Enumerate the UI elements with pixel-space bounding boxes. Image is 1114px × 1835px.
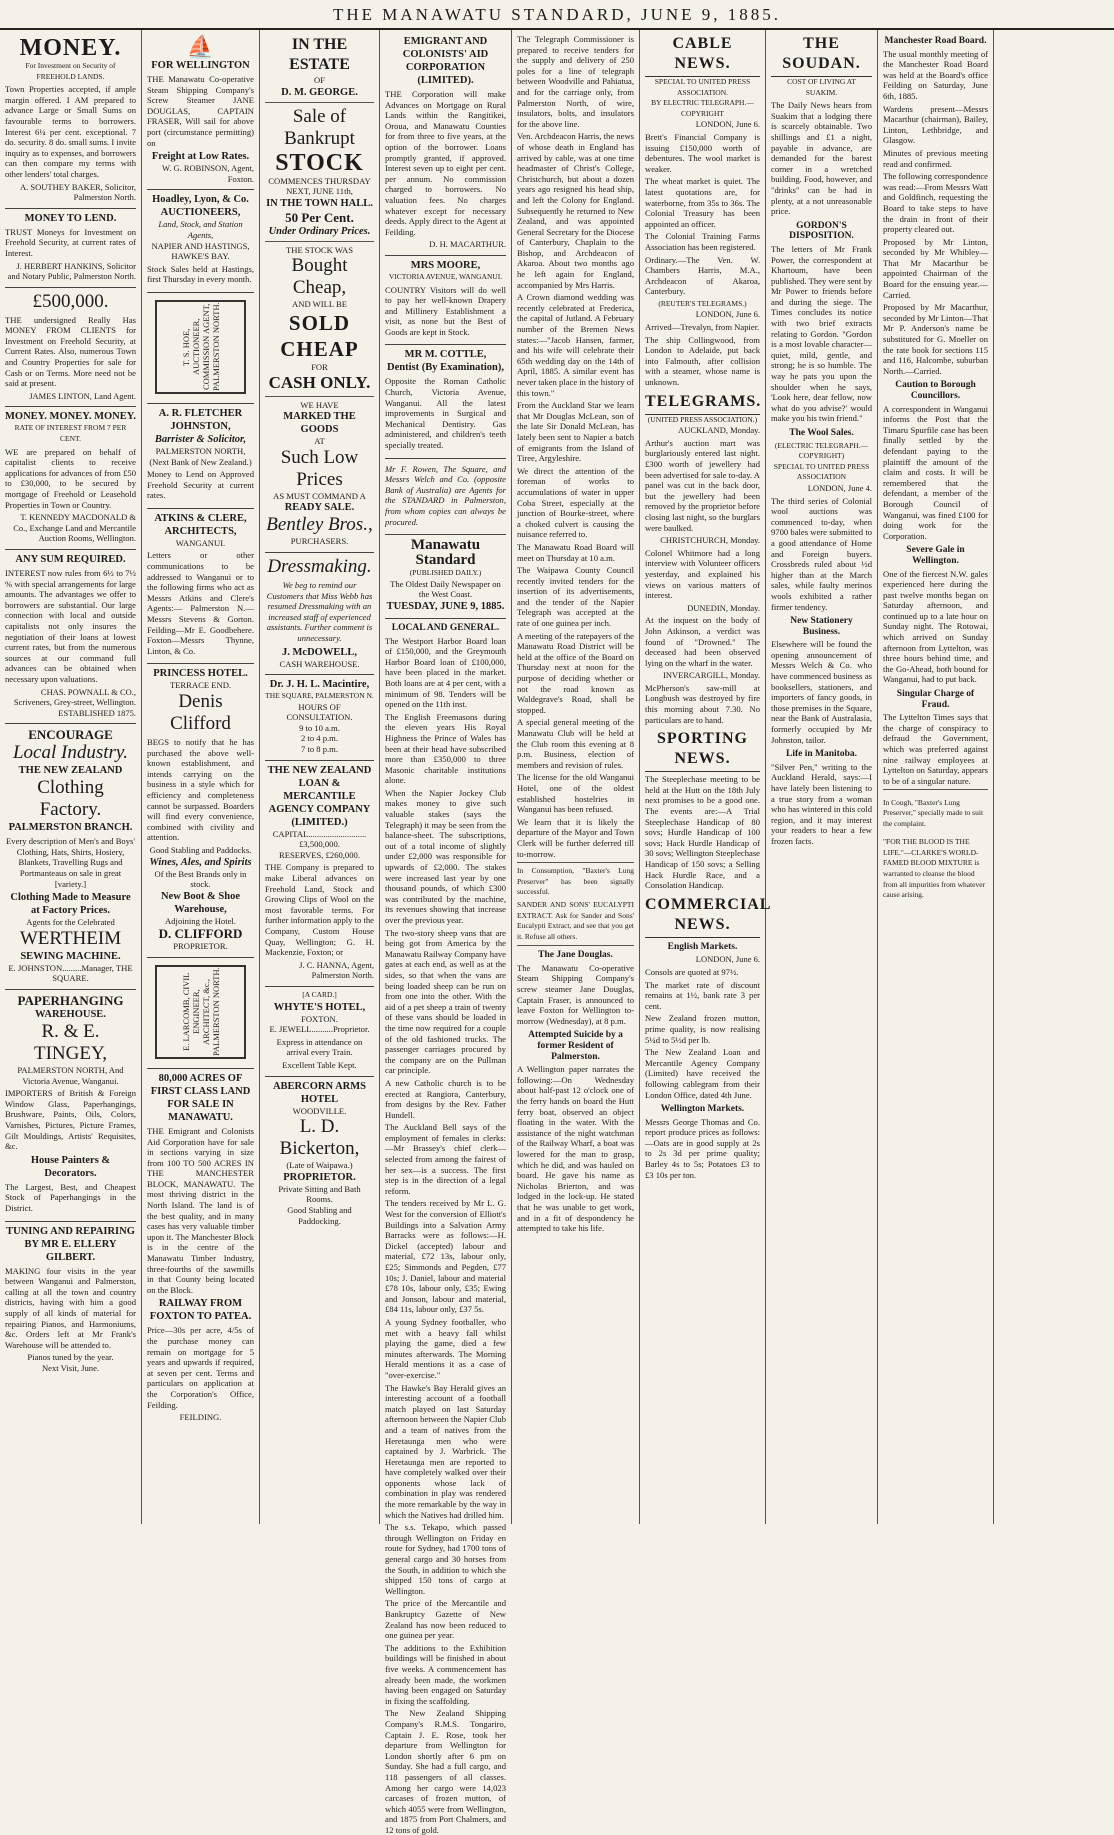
tl-6: The Manawatu Road Board will meet on Thursday at 10 a.m.	[517, 541, 634, 563]
ag-1: Mr F. Rowen, The Square, and Messrs Welch and Co. (opposite Bank of Australia) are Agents for the STANDARD in Palmerston, from whom copies can always be procured.	[385, 463, 506, 527]
ad-hoe-card	[147, 293, 254, 404]
lend-sig: J. HERBERT HANKINS, Solicitor and Notary Public, Palmerston North.	[7, 260, 136, 282]
jd-1: The Jane Douglas.	[538, 950, 613, 961]
at-1: ATKINS & CLERE,	[154, 512, 247, 524]
hoe-card-text: T. S. HOE, AUCTIONEER, COMMISSION AGENT, PALMERSTON NORTH.	[180, 302, 221, 392]
article-stationery	[771, 616, 872, 745]
hl-3: Land, Stock, and Station Agents,	[158, 219, 243, 240]
cb-12: The ship Collingwood, from London to Adelaide, put back into Falmouth, after collision with a steamer, whose name is unknown.	[645, 334, 760, 388]
ad-mrs-moore	[385, 256, 506, 346]
cb-6: The wheat market is quiet. The latest quotations are, for waterborne, from 35s to 36s. The Colonial Treasury has been appointed an officer.	[645, 176, 760, 229]
any-title: ANY SUM REQUIRED.	[15, 553, 126, 565]
tl-7: The Waipawa County Council recently invited tenders for the insertion of its advertisements, and the tender of the Napier Telegraph was accepted at the rate of one guinea per inch.	[517, 565, 634, 629]
hl-2: AUCTIONEERS,	[160, 207, 241, 219]
jd-2: The Manawatu Co-operative Steam Shipping Company's screw steamer Jane Douglas, Captain Fraser, is announced to leave Foxton for Wellington to-morrow (Wednesday), at 8 p.m.	[517, 962, 634, 1026]
bk-17: AS MUST COMMAND A	[273, 490, 366, 501]
mc-1: Dr. J. H. L. Macintire,	[269, 679, 370, 691]
mr-7: Proposed by Mr Macarthur, seconded by Mr Linton—That Mr P. Anderson's name be substituted for G. Moeller on the rate book for sections 115 and 116, Halcombe, suburban North.—Carried.	[883, 302, 988, 376]
article-telegrams	[645, 390, 760, 726]
wl-2: (ELECTRIC TELEGRAPH.—COPYRIGHT)	[774, 440, 869, 461]
card-label: [A CARD.]	[302, 989, 337, 999]
ad-cottle	[385, 345, 506, 458]
ad-abercorn	[265, 1077, 374, 1232]
masthead	[0, 0, 1114, 30]
bk-13: WE HAVE	[300, 399, 339, 410]
standard-header	[385, 535, 506, 619]
cb-5: Brett's Financial Company is issuing £150,000 worth of debentures. The wool market is weaker.	[645, 131, 760, 174]
cm-1: COMMERCIAL NEWS.	[645, 893, 760, 938]
lg-11: The s.s. Tekapo, which passed through Wellington on Friday en route for Sydney, had 1700 tons of general cargo and 30 horses from the South, in addition to which she shipped 150 tons of cargo at Wellington.	[385, 1522, 506, 1596]
money-sub: For Investment on Security of FREEHOLD LANDS.	[25, 61, 116, 81]
wh-3: E. JEWELL..........Proprietor.	[269, 1024, 370, 1035]
article-commercial	[645, 893, 772, 1180]
ship-sig: W. G. ROBINSON, Agent, Foxton.	[161, 163, 254, 184]
divider	[883, 789, 988, 790]
bk-14: MARKED THE GOODS	[283, 411, 356, 436]
column-2	[142, 30, 260, 1524]
ph-9: Adjoining the Hotel.	[165, 915, 236, 926]
tg-6: Colonel Whitmore had a long interview with Volunteer officers yesterday, and explained his views on various matters of interest.	[645, 547, 760, 601]
mc-3: HOURS OF CONSULTATION.	[286, 701, 353, 723]
ph-11: PROPRIETOR.	[173, 941, 228, 952]
co-1: MR M. COTTLE,	[404, 349, 487, 361]
divider	[517, 945, 634, 946]
enc-2: Local Industry.	[12, 742, 129, 764]
lg-13: The additions to the Exhibition buildings will be finished in about five weeks. A commencement has already been made, the workmen having been engaged on Saturday in fixing the scaffolding.	[385, 1642, 506, 1706]
lg-4: When the Napier Jockey Club makes money to give such valuable stakes (says the Telegraph) it may be seen from the balance-sheet. The subscriptions, out of a total income of slightly under £2,000 was responsible for upwards of £2,000. The stakes were increased last year by one thousand pounds, of which £300 was contributed by the machine, its revenues showing that increase over the previous year.	[385, 787, 506, 925]
tg-4: Arthur's auction mart was burglariously entered last night. £300 worth of jewellery had been advertised for sale to-day. A panel was cut in the back door, but the jewellery had been removed by the proprietor before closing last night, so the burglars were baulked.	[645, 437, 760, 533]
tl-3: A Crown diamond wedding was recently celebrated at Frederica, the capital of Jutland. A February number of the Bremen News states:—"Jacob Hansen, farmer, and his wife will celebrate their 65th wedding day on the 14th of April, 1885. A similar event has never taken place in the history of this town."	[517, 292, 634, 398]
wh-1: WHYTE'S HOTEL,	[273, 1001, 366, 1013]
land-3: RAILWAY FROM FOXTON TO PATEA.	[149, 1298, 252, 1323]
enc-1: ENCOURAGE	[28, 727, 113, 743]
mc-4: 9 to 10 a.m.	[299, 722, 340, 733]
at-4: Letters or other communications to be addressed to Wanganui or to the following firms who act as Messrs Atkins and Clere's Agents:— Palmerston N.—Messrs Stevens & Gorton. Feilding—Mr E. Goodbehere. Foxton—Messrs Thynne, Linton, & Co.	[147, 550, 254, 656]
mm-sig: T. KENNEDY MACDONALD & Co., Exchange Land and Mercantile Auction Rooms, Wellington.	[13, 512, 136, 544]
bk-6: Under Ordinary Prices.	[268, 225, 371, 237]
tg-5: CHRISTCHURCH, Monday.	[660, 535, 760, 546]
hl-1: Hoadley, Lyon, & Co.	[152, 194, 249, 206]
em-1: EMIGRANT AND COLONISTS' AID CORPORATION (LIMITED).	[402, 36, 489, 86]
enc-3: THE NEW ZEALAND	[18, 765, 123, 777]
mo-3: COUNTRY Visitors will do well to pay her well-known Drapery and Millinery Establishment a visit, as none but the Best of Goods are kept in Stock.	[385, 284, 506, 337]
em-2: THE Corporation will make Advances on Mortgage on Rural Lands within the Rangitikei, Oroua, and Manawatu Counties for from three to five years, at the option of the borrower. Loans promptly granted, if approved. Interest seven up to eight per cent. per annum. No commission charged to borrowers. No valuation fees. No charges whatever except for necessary deeds. Apply direct to the Agent at Feilding.	[385, 89, 506, 237]
article-gale	[883, 545, 988, 685]
mm-rate: RATE OF INTEREST FROM 7 PER CENT.	[14, 423, 127, 444]
ship-freight: Freight at Low Rates.	[151, 151, 250, 163]
as-2: A Wellington paper narrates the following:—On Wednesday about half-past 12 o'clock one of the ferry hands on board the Hutt ferry boat, observed an object floating in the water. With the assistance of the night watchman of the Railway Wharf, a boat was lowered for the man to grasp, which he did, and was hauled on board. He gave his name as Nicholas Brierton, and was lodged in the lock-up. He stated that he was unable to get work, and in a fit of despondency he attempted to take his life.	[517, 1064, 634, 1234]
mr-1: Manchester Road Board.	[884, 36, 987, 46]
ad-atkins	[147, 509, 254, 665]
ad-linton	[5, 288, 136, 408]
bk-20: PURCHASERS.	[290, 536, 349, 547]
ab-2: WOODVILLE.	[292, 1105, 347, 1116]
bk-8: Bought Cheap,	[291, 255, 348, 299]
tg-1: TELEGRAMS.	[645, 390, 760, 415]
mr-5: The following correspondence was read:—From Messrs Watt and Goldfinch, requesting the Board to take steps to have the drain in front of their property cleared out.	[883, 171, 988, 235]
wl-1: The Wool Sales.	[789, 428, 854, 438]
tg-10: McPherson's saw-mill at Longbush was destroyed by fire this morning about 7.30. No particulars are to hand.	[645, 682, 760, 725]
column-4	[380, 30, 512, 1835]
bk-16: Such Low Prices	[280, 446, 359, 490]
ab-4: (Late of Waipawa.)	[286, 1160, 353, 1171]
ph-4: BEGS to notify that he has purchased the above well-known establishment, and intends carrying on the business in a style which for efficiency and completeness cannot be surpassed. Boarders will find every convenience, combined with civility and attention.	[147, 737, 254, 843]
tun-1: TUNING AND REPAIRING	[6, 1225, 135, 1237]
tl-10: The license for the old Wanganui Hotel, one of the oldest established hostelries in Wanganui has been refused.	[517, 772, 634, 815]
money-title: MONEY.	[19, 35, 122, 61]
tg-3: AUCKLAND, Monday.	[678, 425, 760, 436]
mc-2: THE SQUARE, PALMERSTON N.	[265, 691, 374, 701]
column-6	[640, 30, 772, 1524]
cm-3: LONDON, June 6.	[695, 954, 760, 965]
hl-5: Stock Sales held at Hastings, first Thursday in every month.	[147, 263, 254, 285]
lg-3: The English Freemasons during the eleven years His Royal Highness the Prince of Wales has been at their head have subscribed more than £350,000 to three Masonic charitable institutions alone.	[385, 711, 506, 786]
ad-tingey	[5, 990, 136, 1222]
enc-9: WERTHEIM	[19, 927, 122, 949]
ab-3: L. D. Bickerton,	[279, 1116, 360, 1160]
enc-8: Agents for the Celebrated	[26, 917, 115, 928]
lg-8: The tenders received by Mr L. G. West for the conversion of Elliott's Buildings into a Salvation Army Barracks were as follows:—H. Dickel (accepted) labour and material, £72 13s, labour only, £25; Simmonds and Pegden, £77 10s; J. Daniel, labour and material £78 10s, labour only, £35; Ewing and Jonson, labour and material, £84 11s, labour only, £37 5s.	[385, 1198, 506, 1315]
as-1: Attempted Suicide by a former Resident of Palmerston.	[528, 1030, 623, 1062]
nz-4: THE Company is prepared to make Liberal advances on Freehold Land, Stock and Growing Clips of Wool on the most favorable terms. For further information apply to the Company, Custom House Quay, Wellington; G. H. Mackenzie, Foxton; or	[265, 862, 374, 958]
cb-11: Arrived—Trevalyn, from Napier.	[645, 322, 760, 333]
tl-11: We learn that it is likely the departure of the Mayor and Town Clerk will be further deferred till to-morrow.	[517, 816, 634, 859]
ad-line-1: In Consumption, "Baxter's Lung Preserver" has been signally successful.	[517, 866, 634, 897]
bk-12: CASH ONLY.	[268, 372, 371, 392]
mo-1: MRS MOORE,	[410, 259, 481, 271]
ad-land-sale	[147, 1069, 254, 1428]
lg-7: The Auckland Bell says of the employment of females in clerks:—Mr Brassey's chief clerk—selected from among the fairest of her sex—is a success. The first step is in the direction of a legal reform.	[385, 1122, 506, 1196]
cb-7: The Colonial Training Farms Association has been registered.	[645, 231, 760, 252]
tl-9: A special general meeting of the Manawatu Club will be held at the Club room this evening at 8 p.m. Business, election of members and revision of rules.	[517, 717, 634, 770]
bk-7: THE STOCK WAS	[285, 244, 353, 255]
ns-1: New Stationery Business.	[790, 616, 853, 637]
linton-sig: JAMES LINTON, Land Agent.	[29, 390, 136, 401]
ph-3: Denis Clifford	[170, 691, 231, 734]
mc-6: 7 to 8 p.m.	[300, 744, 338, 755]
fl-1: A. R. FLETCHER JOHNSTON,	[158, 407, 243, 432]
ns-2: Elsewhere will be found the opening announcement of Messrs Welch & Co. who have commenced business as booksellers, stationers, and importers of fancy goods, in those premises in the Square, near the Bank of Australasia, formerly occupied by Mr Johnston, tailor.	[771, 639, 872, 745]
ad-tuning	[5, 1222, 136, 1379]
dr-2: We beg to remind our Customers that Miss Webb has resumed Dressmaking with an increased staff of experienced assistants. Further comment is unnecessary.	[266, 579, 373, 643]
tun-2: BY MR E. ELLERY GILBERT.	[24, 1238, 117, 1263]
cb-10: LONDON, June 6.	[695, 309, 760, 320]
money-text: Town Properties accepted, if ample margin offered. I AM prepared to advance Large or Small Sums on favourable terms to borrowers. Interest 6¼ per cent. exceptional. 7 do. security. 8 do. small sums. I invite inquiry as to expenses, and borrowers can then compare my terms with other lenders' total charges.	[5, 84, 136, 179]
bk-3: COMMENCES THURSDAY NEXT, JUNE 11th,	[268, 175, 371, 197]
enc-5: PALMERSTON BRANCH.	[8, 822, 133, 834]
hl-4: NAPIER AND HASTINGS, HAWKE'S BAY.	[151, 240, 250, 262]
lg-12: The price of the Mercantile and Bankruptcy Gazette of New Zealand has now been reduced to one guinea per year.	[385, 1598, 506, 1641]
ad-fletcher	[147, 404, 254, 509]
article-manitoba	[771, 749, 872, 846]
land-4: Price—30s per acre, 4/5s of the purchase money can remain on mortgage for 5 years and upwards if required, at seven per cent. Terms and particulars on application at the Corporation's Office, Feilding.	[147, 1325, 254, 1410]
nz-1: THE NEW ZEALAND LOAN & MERCANTILE AGENCY COMPANY (LIMITED.)	[267, 764, 372, 828]
est-1: IN THE ESTATE	[289, 36, 350, 73]
amount-title: £500,000.	[32, 290, 109, 312]
lg-5: The two-story sheep vans that are being got from America by the Manawatu Railway Company have gates at each end, as well as at the sides, so that when the vans are being loaded sheep can be run on from one into the other. With the aid of a pet sheep a train of twenty of these vans should be loaded in the time now required for a couple of the old fashioned trucks. The passenger carriages procured by the company are on the Pullman car principle.	[385, 927, 506, 1076]
cm-4: Consols are quoted at 97½.	[645, 966, 739, 977]
cm-2: English Markets.	[667, 941, 738, 952]
pap-2: WAREHOUSE.	[35, 1009, 106, 1021]
ad-agents	[385, 459, 506, 536]
sc-1: Singular Charge of Fraud.	[896, 689, 975, 710]
fl-3: PALMERSTON NORTH, (Next Bank of New Zealand.)	[149, 445, 252, 467]
any-text: INTEREST now rules from 6½ to 7½ % with special arrangements for large amounts. The advantages we offer to borrowers are substantial. Our large connection with local and outside capitalists not only insures the negotiation of their loans at lowest current rates, but from the numerous sources at our command full advances can be obtained when necessary upon valuations.	[5, 567, 136, 684]
column-3	[260, 30, 380, 1524]
lg-9: A young Sydney footballer, who met with a heavy fall whilst playing the game, died a few minutes afterwards. The Morning Herald mentions it as a case of "over-exercise."	[385, 1316, 506, 1380]
enc-4: Clothing Factory.	[37, 777, 104, 821]
bk-18: READY SALE.	[284, 502, 355, 514]
tl-5: We direct the attention of the foreman of works to accumulations of water in upper Coba Street, especially at the junction of Bourke-street, where a choked culvert is causing the nuisance referred to.	[517, 465, 634, 540]
em-3: D. H. MACARTHUR.	[429, 239, 506, 250]
nz-2: CAPITAL...........................£3,500,000.	[272, 828, 367, 850]
divider	[517, 862, 634, 863]
bk-4: IN THE TOWN HALL.	[266, 197, 373, 209]
st-4: TUESDAY, JUNE 9, 1885.	[386, 600, 505, 612]
sd-1: THE SOUDAN.	[771, 32, 872, 77]
larcomb-card-text: E. LARCOMB, CIVIL ENGINEER, ARCHITECT, &c., PALMERSTON NORTH.	[180, 967, 221, 1057]
ad-macintire	[265, 675, 374, 761]
tun-4: Pianos tuned by the year.	[27, 1352, 114, 1363]
ad-money-to-lend	[5, 209, 136, 288]
ab-6: Private Sitting and Bath Rooms.	[278, 1183, 361, 1205]
bk-1: Sale of Bankrupt	[284, 105, 355, 149]
ad-clothing-factory	[5, 724, 136, 990]
column-5	[512, 30, 640, 1524]
ad-nz-loan	[265, 761, 374, 987]
gd-2: The letters of Mr Frank Power, the correspondent at Khartoum, have been published. They were sent by Mr Power to friends before and during the siege. The Times concludes its notice with two brief extracts relating to Gordon. "Gordon is a most lovable character—quiet, mild, gentle, and strong; he is so humble. The way he pats you upon the shoulder when he says, 'Look here, dear fellow, now what do you advise?' would make you his twin friend."	[771, 243, 872, 424]
dr-4: CASH WAREHOUSE.	[279, 658, 360, 669]
wm-1: Wellington Markets.	[660, 1104, 745, 1115]
article-local-continued	[517, 34, 634, 1234]
cm-5: The market rate of discount remains at 1½, bank rate 3 per cent.	[645, 979, 760, 1011]
ad-whytes-hotel	[265, 987, 374, 1077]
bk-10: SOLD CHEAP	[280, 310, 359, 361]
ad-macdonald	[5, 407, 136, 550]
wh-2: FOXTON.	[301, 1013, 338, 1024]
bk-11: FOR	[311, 361, 328, 372]
any-sig: CHAS. POWNALL & CO., Scriveners, Grey-street, Wellington. ESTABLISHED 1875.	[13, 686, 136, 718]
pap-4: PALMERSTON NORTH, And Victoria Avenue, Wanganui.	[17, 1065, 124, 1086]
enc-6: Every description of Men's and Boys' Clothing, Hats, Shirts, Hosiery, Blankets, Travelling Rugs and Portmanteaus on sale in great [variety.]	[6, 836, 135, 889]
sp-1: SPORTING NEWS.	[645, 727, 760, 772]
co-3: Opposite the Roman Catholic Church, Victoria Avenue, Wanganui. All the latest improvements in Surgical and Mechanical Dentistry. Gas administered, and children's teeth specially treated.	[385, 376, 506, 451]
column-1	[0, 30, 142, 1524]
lend-text: TRUST Moneys for Investment on Freehold Security, at current rates of Interest.	[5, 226, 136, 258]
nz-5: J. C. HANNA, Agent, Palmerston North.	[299, 959, 374, 981]
land-5: FEILDING.	[179, 1412, 222, 1423]
cb-1: CABLE NEWS.	[645, 32, 760, 77]
sp-2: The Steeplechase meeting to be held at the Hutt on the 18th July next promises to be a good one. The events are:—A Trial Steeplechase Handicap of 80 sovs; Hurdle Handicap of 100 sovs; Hack Hurdle Handicap of 30 sovs; Wellington Steeplechase Handicap of 150 sovs; a Selling Hack Hurdle Race, and a Consolation Handicap.	[645, 774, 760, 891]
mm-text: WE are prepared on behalf of capitalist clients to receive applications for advances of from £50 to £30,000, to be secured by mortgage of Freehold or Leasehold Properties in Town or Country.	[5, 446, 136, 510]
pap-7: The Largest, Best, and Cheapest Stock of Paperhangings in the District.	[5, 1181, 136, 1213]
cb-2: SPECIAL TO UNITED PRESS ASSOCIATION.	[654, 77, 751, 97]
cm-6: New Zealand frozen mutton, prime quality, is now realising 5¼d to 5½d per lb.	[645, 1013, 760, 1045]
cb-9: (REUTER'S TELEGRAMS.)	[658, 298, 747, 308]
dr-3: J. McDOWELL,	[282, 646, 357, 658]
sd-2: COST OF LIVING AT SUAKIM.	[787, 77, 856, 97]
tun-3: MAKING four visits in the year between Wanganui and Palmerston, calling at all the town and country districts, having with him a good supply of all kinds of material for repairing Pianos, and Harmoniums, &c. Orders left at Mr Frank's Warehouse will be attended to.	[5, 1265, 136, 1350]
st-3: The Oldest Daily Newspaper on the West Coast.	[390, 578, 501, 600]
wh-5: Excellent Table Kept.	[282, 1059, 357, 1070]
ad-dressmaking	[265, 553, 374, 675]
mr-4: Minutes of previous meeting read and confirmed.	[883, 147, 988, 169]
tg-9: INVERCARGILL, Monday.	[663, 670, 760, 681]
ad-emigrant-aid	[385, 32, 506, 256]
mr-6: Proposed by Mr Linton, seconded by Mr Whibley—That Mr Macarthur be appointed Chairman of the Board for the ensuing year.—Carried.	[883, 236, 988, 300]
ad-hoadley	[147, 190, 254, 293]
article-sporting	[645, 727, 760, 891]
est-3: D. M. GEORGE.	[281, 86, 358, 98]
enc-11: E. JOHNSTON.........Manager, THE SQUARE.	[8, 962, 133, 984]
article-caution	[883, 380, 988, 541]
est-2: OF	[314, 75, 325, 85]
larcomb-card	[155, 965, 246, 1059]
pap-6: House Painters & Decorators.	[30, 1154, 111, 1179]
at-3: WANGANUI.	[175, 537, 226, 548]
cw-1: Caution to Borough Councillors.	[895, 380, 976, 401]
lg-6: A new Catholic church is to be erected at Rangiora, Canterbury, from designs by the Rev. Father Hundell.	[385, 1077, 506, 1120]
divider	[265, 241, 374, 242]
land-1: 80,000 ACRES OF FIRST CLASS LAND FOR SALE IN MANAWATU.	[150, 1072, 251, 1123]
article-fraud	[883, 689, 988, 786]
tg-2: (UNITED PRESS ASSOCIATION.)	[647, 414, 758, 424]
sc-2: The Lyttelton Times says that the charge of conspiracy to defraud the Government, which was preferred against nine railway employees at Lyttelton on Saturday, appears to be of a singular nature.	[883, 712, 988, 786]
ph-7: Of the Best Brands only in stock.	[154, 868, 247, 890]
wl-4: LONDON, June 4.	[807, 482, 872, 493]
at-2: ARCHITECTS,	[164, 525, 237, 537]
cb-4: LONDON, June 6.	[695, 119, 760, 130]
mo-2: VICTORIA AVENUE, WANGANUI.	[388, 271, 503, 281]
ab-1: ABERCORN ARMS HOTEL	[272, 1080, 367, 1105]
fl-2: Barrister & Solicitor,	[154, 433, 247, 445]
wl-3: SPECIAL TO UNITED PRESS ASSOCIATION	[773, 461, 870, 482]
pap-5: IMPORTERS of British & Foreign Window Glass, Paperhangings, Brushware, Paints, Oils, Colors, Varnishes, Pictures, Picture Frames, Gilt Mouldings, Artists' Requisites, &c.	[5, 1088, 136, 1152]
article-soudan	[771, 32, 872, 424]
wm-2: Messrs George Thomas and Co. report produce prices as follows:—Oats are in good supply at 2s to 2s 3d per prime quality; Barley 4s to 5s; Potatoes £3 to £3 10s per ton.	[645, 1116, 760, 1180]
ad-line-2: SANDER AND SONS' EUCALYPTI EXTRACT. Ask for Sander and Sons' Eucalypti Extract, and see that you get it. Refuse all others.	[517, 899, 634, 941]
tg-8: At the inquest on the body of John Atkinson, a verdict was found of "Drowned." The deceased had been observed lying on the wharf in the water.	[645, 615, 760, 668]
ph-5: Good Stabling and Paddocks.	[149, 844, 252, 855]
mr-2: The usual monthly meeting of the Manchester Road Board was held at the Board's office Feilding on Saturday, June 6th, 1885.	[883, 48, 988, 101]
divider	[265, 102, 374, 103]
mc-5: 2 to 4 p.m.	[300, 733, 338, 744]
nz-3: RESERVES, £260,000.	[279, 849, 360, 860]
land-2: THE Emigrant and Colonists Aid Corporation have for sale in sections varying in size from 100 TO 500 ACRES IN THE MANCHESTER BLOCK, MANAWATU. The most thriving district in the North Island. The land is of the best quality, and in many cases has very valuable timber upon it. The Manchester Block is in the centre of the Manawatu Timber Industry, three-fourths of the sawmills in that County being located on the Block.	[147, 1125, 254, 1295]
article-wool-sales	[771, 428, 872, 612]
ship-icon: ⛵	[186, 34, 215, 59]
fl-4: Money to Lend on Approved Freehold Security at current rates.	[147, 469, 254, 501]
ab-7: Good Stabling and Paddocking.	[287, 1204, 352, 1226]
lm-2: "Silver Pen," writing to the Auckland Herald, says:—I have lately been listening to a true story from a woman who has wintered in this cold region, and it may interest your readers to hear a few frozen facts.	[771, 761, 872, 846]
ad-larcomb-card	[147, 958, 254, 1069]
bk-2: STOCK	[275, 149, 364, 176]
article-cable-news	[645, 32, 760, 388]
ad-princess-hotel	[147, 664, 254, 958]
st-2: (PUBLISHED DAILY.)	[409, 568, 482, 578]
tl-2: Ven. Archdeacon Harris, the news of whose death in England has arrived by cable, was at one time headmaster of Christ's College, Christchurch, but about a dozen years ago resigned his head ship, and left the Colony for England. Subsequently he returned to New Zealand, and was appointed General Secretary for the Diocese of Canterbury, Chaplain to the Bishop, and Archdeacon of Akaroa. About two months ago he left again for England, accompanied by Mrs Harris.	[517, 131, 634, 290]
bk-19: Bentley Bros.,	[266, 514, 373, 536]
ship-label: FOR WELLINGTON	[151, 60, 250, 71]
lg-14: The New Zealand Shipping Company's R.M.S. Tongariro, Captain J. E. Rose, took her departure from Wellington for London shortly after 6 pm on Sunday. She had a full cargo, and 118 passengers of all classes. Among her cargo were 14,023 carcases of frozen mutton, of which 4055 were from Wellington, and 1875 from Port Chalmers, and 12 tons of gold.	[385, 1708, 506, 1835]
cw-2: A correspondent in Wanganui informs the Post that the Timaru Spurfile case has been finally settled by the defendant paying to the plaintiff the amount of the claim and costs. It will be remembered that the defendant, a member of the Borough Council of Wanganui, was fined £100 for doing work for the Corporation.	[883, 403, 988, 541]
tl-8: A meeting of the ratepayers of the Manawatu Road District will be held at the office of the Board on Thursday next at noon for the purpose of deciding whether or not the road known as Waldegrave's Road, shall be stopped.	[517, 630, 634, 715]
ad-money	[5, 32, 136, 209]
bk-5: 50 Per Cent.	[285, 209, 354, 225]
bk-9: AND WILL BE	[292, 299, 347, 310]
hoe-card	[155, 300, 246, 394]
wl-5: The third series of Colonial wool auctions was commenced to-day, when 9700 bales were submitted to a good attendance of Home and Foreign buyers. Crossbreds ruled about ½d higher than at the March sales, while faulty merinos wools exhibited a rather firmer tendency.	[771, 495, 872, 612]
ab-5: PROPRIETOR.	[283, 1171, 356, 1183]
gd-1: GORDON'S DISPOSITION.	[789, 220, 854, 242]
wh-4: Express in attendance on arrival every Train.	[276, 1036, 363, 1058]
ph-2: TERRACE END.	[169, 680, 232, 691]
co-2: Dentist (By Examination),	[387, 362, 504, 374]
masthead-title: THE MANAWATU STANDARD, JUNE 9, 1885.	[332, 5, 782, 24]
money-sig: A. SOUTHEY BAKER, Solicitor, Palmerston North.	[20, 181, 136, 203]
tl-1: The Telegraph Commissioner is prepared to receive tenders for the supply and delivery of 250 poles for a line of telegraph between Woodville and Pahiatua, and for the carriage only, from Palmerston North, of wire, insulators, bolts, and insulators for the above line.	[517, 34, 634, 129]
tl-4: From the Auckland Star we learn that Mr Douglas McLean, son of the late Sir Donald McLean, has lately been sent to Napier a batch of emigrants from the Island of Tiree, Argyleshire.	[517, 400, 634, 464]
sg-1: Severe Gale in Wellington.	[906, 545, 965, 566]
lend-title: MONEY TO LEND.	[24, 212, 117, 224]
st-1: Manawatu Standard	[410, 537, 481, 569]
col8-ad-1: In Cough, "Baxter's Lung Preserver," specially made to suit the complaint.	[883, 797, 984, 829]
ship-text: THE Manawatu Co-operative Steam Shipping Company's Screw Steamer JANE DOUGLAS, CAPTAIN FRASER, Will sail for above port (circumstance permitting) on	[147, 74, 254, 148]
column-7	[766, 30, 878, 1524]
enc-10: SEWING MACHINE.	[20, 950, 121, 962]
tg-7: DUNEDIN, Monday.	[687, 602, 760, 613]
ad-bankrupt-stock	[265, 32, 374, 553]
mm-title: MONEY. MONEY. MONEY.	[5, 411, 136, 423]
tun-5: Next Visit, June.	[41, 1362, 100, 1373]
bk-15: AT	[314, 436, 325, 447]
cb-3: BY ELECTRIC TELEGRAPH.—COPYRIGHT	[651, 98, 754, 118]
pap-3: R. & E. TINGEY,	[33, 1021, 107, 1065]
sg-2: One of the fiercest N.W. gales experienced here during the past twelve months began on Saturday afternoon, and continued up to a late hour on Sunday night. The Rotowai, which arrived on Sunday afternoon from Lyttelton, was three hours behind time, and the Go-Ahead, both bound for Wanganui, had to put back.	[883, 568, 988, 685]
ad-pownall	[5, 550, 136, 724]
lg-1: LOCAL AND GENERAL.	[391, 622, 500, 633]
lg-10: The Hawke's Bay Herald gives an interesting account of a football match played on last Saturday afternoon between the Napier Club and a team of natives from the Heretaunga men who were captained by J. Warbrick. The Heretaunga men are reported to have completely walked over their opponents whose lack of combination in play was rendered the more remarkable by the way in which the Natives had drilled him.	[385, 1382, 506, 1520]
article-manchester-board	[883, 36, 988, 376]
ph-1: PRINCESS HOTEL.	[153, 668, 248, 680]
cm-7: The New Zealand Loan and Mercantile Agency Company (Limited) have received the following cablegram from their London Office, dated 4th June.	[645, 1047, 760, 1100]
enc-7: Clothing Made to Measure at Factory Prices.	[10, 892, 131, 917]
col8-ad-2: "FOR THE BLOOD IS THE LIFE."—CLARKE'S WORLD-FAMED BLOOD MIXTURE is warranted to cleanse the blood from all impurities from whatever cause arising.	[883, 837, 986, 900]
pap-1: PAPERHANGING	[17, 993, 124, 1009]
mr-3: Wardens present—Messrs Macarthur (chairman), Bailey, Linton, Lethbridge, and Glasgow.	[883, 103, 988, 146]
ph-10: D. CLIFFORD	[158, 926, 243, 942]
ad-steamer	[147, 32, 254, 190]
linton-text: THE undersigned Really Has MONEY FROM CLIENTS for Investment on Freehold Security, at Current Rates. Also, numerous Town and Country Properties for sale for Cash or on Terms. More need not be said at present.	[5, 314, 136, 389]
cb-8: Ordinary.—The Ven. W. Chambers Harris, M.A., Archdeacon of Akaroa, Canterbury.	[645, 254, 760, 297]
lm-1: Life in Manitoba.	[786, 749, 857, 760]
article-local-general	[385, 623, 506, 1835]
ph-6: Wines, Ales, and Spirits	[149, 856, 252, 868]
ph-8: New Boot & Shoe Warehouse,	[160, 890, 241, 915]
divider	[265, 396, 374, 397]
lg-2: The Westport Harbor Board loan of £150,000, and the Greymouth Harbor Board loan of £100,000, have been placed in the market. Both loans are at 4 per cent, with a minimum of 98. Tenders will be opened on the 11th inst.	[385, 635, 506, 710]
column-8	[878, 30, 994, 1524]
dr-1: Dressmaking.	[267, 555, 372, 577]
sd-3: The Daily News hears from Suakim that a lodging there is scarcely obtainable. Two shillings and £1 a night, payable in advance, are demanded for the barest corner in a wretched building. Food, however, and "drinks" can be had in plenty, at a not unreasonable price.	[771, 100, 872, 217]
column-9	[994, 30, 1114, 1524]
